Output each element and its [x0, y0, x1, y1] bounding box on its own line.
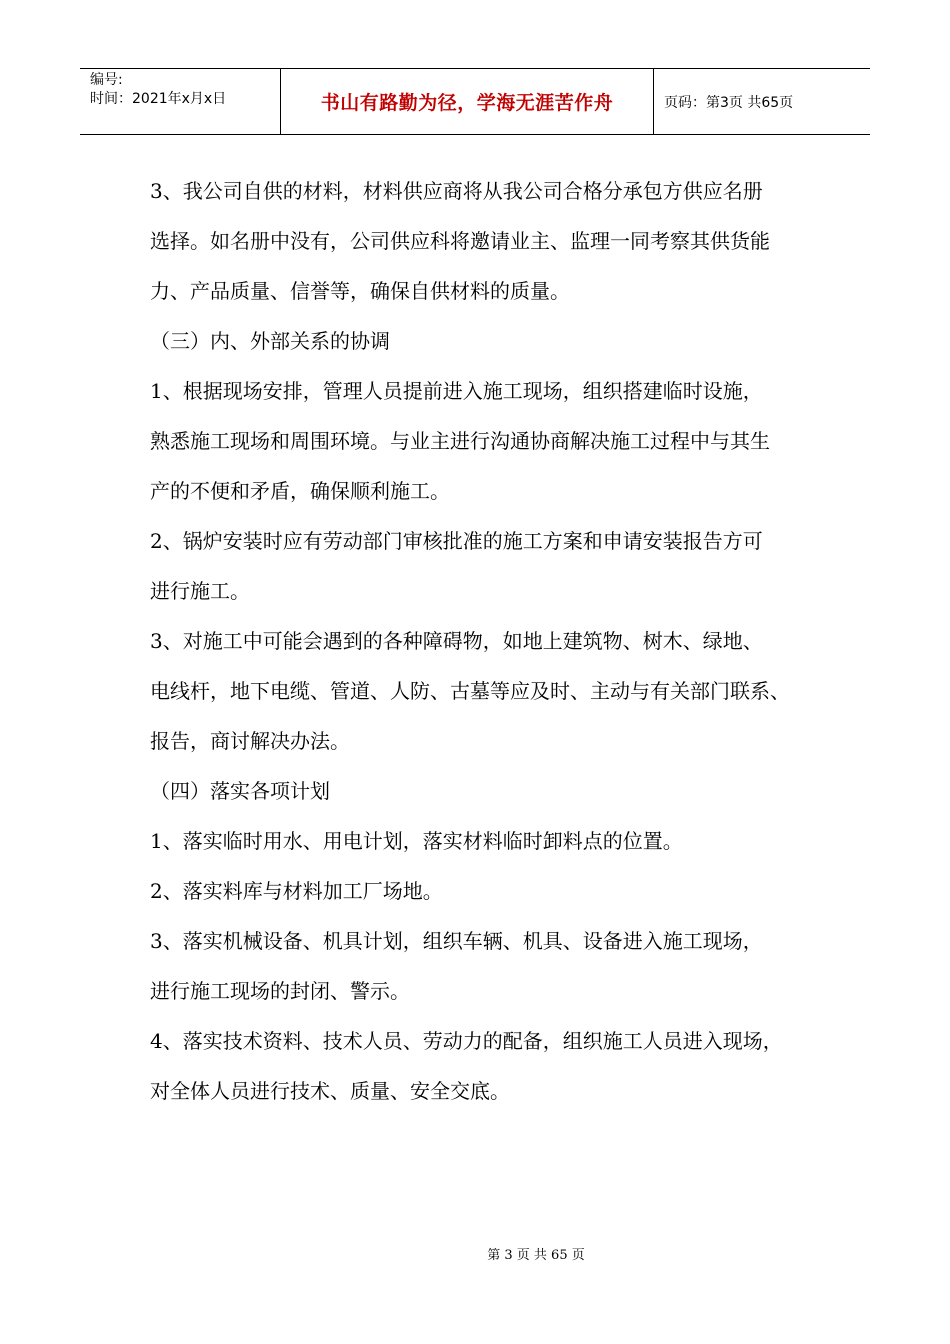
page-footer: 第 3 页 共 65 页: [487, 1248, 585, 1263]
body-line: 进行施工现场的封闭、警示。: [150, 979, 410, 1003]
header-meta: [80, 69, 281, 134]
document-body: [150, 166, 860, 1116]
body-line: 4、落实技术资料、技术人员、劳动力的配备，组织施工人员进入现场，: [150, 1029, 783, 1053]
body-line: 3、落实机械设备、机具计划，组织车辆、机具、设备进入施工现场，: [150, 929, 763, 953]
time-label: 时间：2021年x月x日: [90, 91, 227, 107]
body-line: 2、落实料库与材料加工厂场地。: [150, 879, 443, 903]
body-line: 报告，商讨解决办法。: [150, 729, 350, 753]
body-line: 电线杆，地下电缆、管道、人防、古墓等应及时、主动与有关部门联系、: [150, 679, 790, 703]
section-heading: （三）内、外部关系的协调: [150, 329, 390, 353]
header-table: [80, 68, 870, 135]
body-line: 选择。如名册中没有，公司供应科将邀请业主、监理一同考察其供货能: [150, 229, 770, 253]
body-line: 1、落实临时用水、用电计划，落实材料临时卸料点的位置。: [150, 829, 683, 853]
body-line: 1、根据现场安排，管理人员提前进入施工现场，组织搭建临时设施，: [150, 379, 763, 403]
body-line: 3、我公司自供的材料，材料供应商将从我公司合格分承包方供应名册: [150, 179, 763, 203]
body-line: 熟悉施工现场和周围环境。与业主进行沟通协商解决施工过程中与其生: [150, 429, 770, 453]
header-motto: 书山有路勤为径，学海无涯苦作舟: [281, 69, 654, 134]
body-line: 力、产品质量、信誉等，确保自供材料的质量。: [150, 279, 570, 303]
body-line: 2、锅炉安装时应有劳动部门审核批准的施工方案和申请安装报告方可: [150, 529, 763, 553]
section-heading: （四）落实各项计划: [150, 779, 330, 803]
number-label: 编号:: [90, 72, 123, 88]
header-page-info: 页码：第3页 共65页: [664, 94, 794, 111]
body-line: 进行施工。: [150, 579, 250, 603]
body-line: 产的不便和矛盾，确保顺利施工。: [150, 479, 450, 503]
body-line: 3、对施工中可能会遇到的各种障碍物，如地上建筑物、树木、绿地、: [150, 629, 763, 653]
body-line: 对全体人员进行技术、质量、安全交底。: [150, 1079, 510, 1103]
